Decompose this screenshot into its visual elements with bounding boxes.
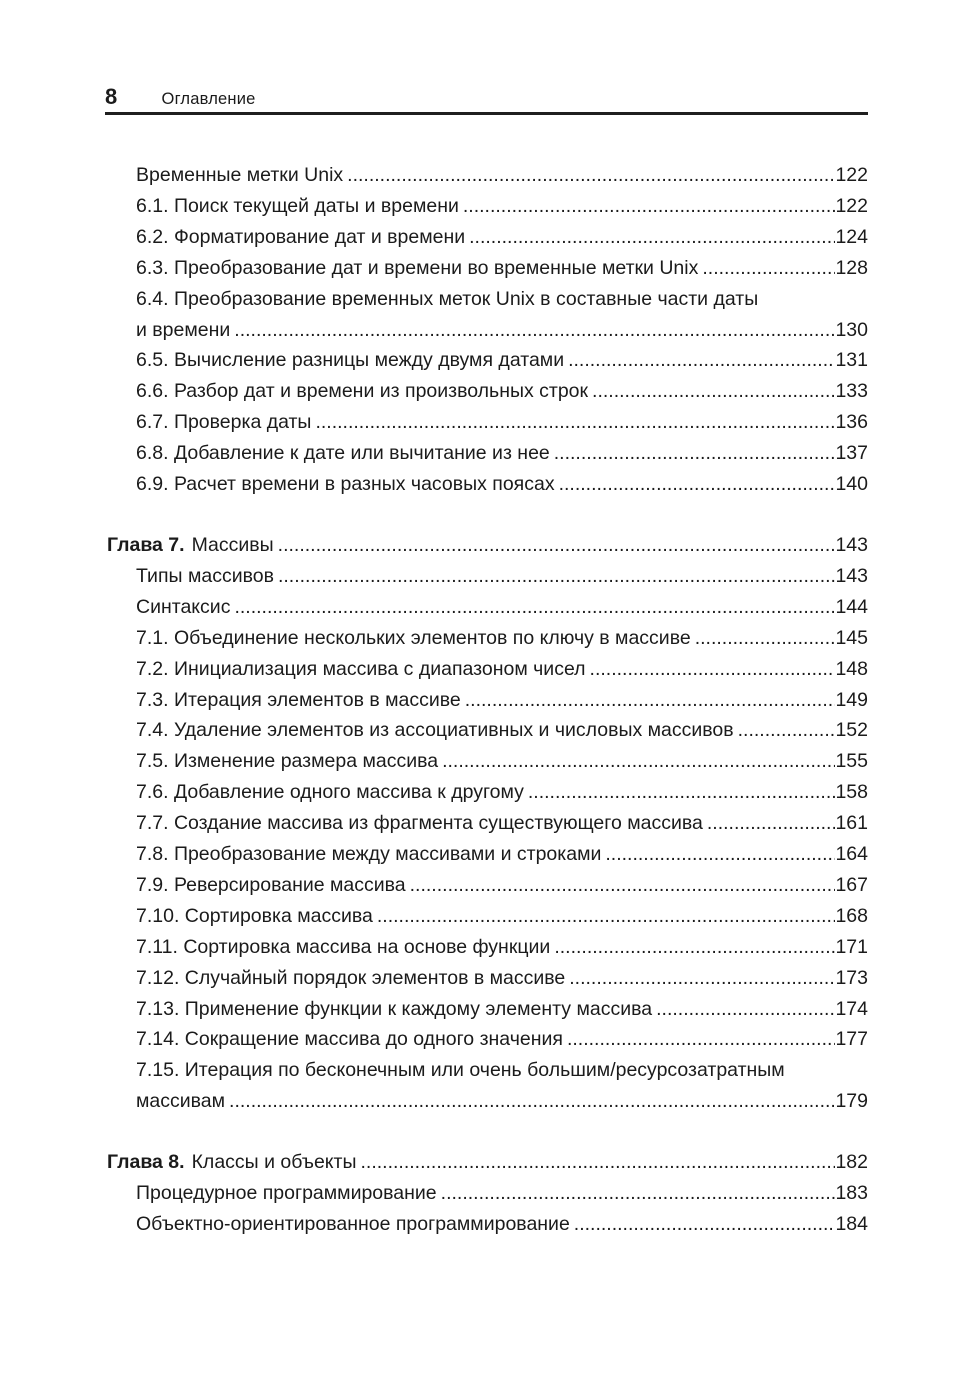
toc-leader-dots <box>554 932 835 963</box>
toc-page-number: 143 <box>835 564 868 587</box>
toc-leader-dots <box>361 1147 836 1178</box>
toc-entry-row <box>136 222 868 253</box>
toc-entry <box>107 407 868 438</box>
toc-entry <box>107 1024 868 1055</box>
toc-entry-title: 7.13. Применение функции к каждому элементу массива <box>136 997 653 1020</box>
toc-page-number: 124 <box>835 225 868 248</box>
toc-leader-dots <box>707 808 836 839</box>
toc-page-number: 183 <box>835 1182 868 1205</box>
toc-entry <box>107 284 868 346</box>
toc-entry <box>107 685 868 716</box>
toc-page-number: 171 <box>835 935 868 958</box>
toc-entry-row <box>136 160 868 191</box>
toc-entry-row <box>136 685 868 716</box>
toc-chapter-entry <box>107 530 868 561</box>
toc-entry-row <box>136 932 868 963</box>
toc-page-number: 137 <box>835 442 868 465</box>
toc-page-number: 158 <box>835 781 868 804</box>
toc-leader-dots <box>465 685 836 716</box>
toc-entry <box>107 777 868 808</box>
toc-leader-dots <box>278 530 836 561</box>
toc-entry-row <box>136 253 868 284</box>
toc-entry <box>107 160 868 191</box>
chapter-label: Глава 7. <box>107 533 185 556</box>
toc-entry-title: 7.8. Преобразование между массивами и строками <box>136 843 602 866</box>
toc-section <box>107 1147 868 1240</box>
toc-entry-title: 7.1. Объединение нескольких элементов по ключу в массиве <box>136 626 691 649</box>
toc-page-number: 122 <box>835 164 868 186</box>
toc-entry-row <box>136 469 868 500</box>
toc-entry <box>107 746 868 777</box>
toc-entry-title: 6.4. Преобразование временных меток Unix в составные части даты <box>136 287 759 310</box>
toc-entry-row <box>136 994 868 1025</box>
toc-page-number: 133 <box>835 380 868 403</box>
toc-page-number: 167 <box>835 873 868 896</box>
toc-page-number: 131 <box>835 349 868 372</box>
toc-page-number: 122 <box>835 194 868 217</box>
toc-leader-dots <box>554 438 836 469</box>
toc-leader-dots <box>592 376 835 407</box>
toc-entry-title: 6.7. Проверка даты <box>136 411 312 434</box>
toc-entry <box>107 715 868 746</box>
toc-page-number: 179 <box>835 1090 868 1113</box>
toc-entry-title: 7.7. Создание массива из фрагмента существующего массива <box>136 812 703 835</box>
toc-entry <box>107 253 868 284</box>
toc-page-number: 128 <box>835 256 868 279</box>
toc-entry <box>107 1209 868 1240</box>
toc-entry <box>107 870 868 901</box>
folio-page-number: 8 <box>105 84 118 109</box>
toc-entry-continuation-row <box>136 1086 868 1117</box>
toc-entry <box>107 561 868 592</box>
toc-page-number: 168 <box>835 904 868 927</box>
toc-entry-title: Синтаксис <box>136 595 231 618</box>
toc-entry-title: 7.5. Изменение размера массива <box>136 750 439 773</box>
toc-entry <box>107 376 868 407</box>
toc-entry-title-continuation: массивам <box>136 1090 226 1113</box>
toc-leader-dots <box>559 469 836 500</box>
toc-entry-title: Типы массивов <box>136 564 274 587</box>
toc-entry <box>107 191 868 222</box>
toc-page-number: 145 <box>835 626 868 649</box>
toc-entry <box>107 1178 868 1209</box>
toc-entry <box>107 592 868 623</box>
toc-entry-title-continuation: и времени <box>136 318 231 341</box>
toc-page-number: 130 <box>835 318 868 341</box>
toc-page-number: 149 <box>835 688 868 711</box>
toc-entry-row <box>136 345 868 376</box>
toc-entry <box>107 654 868 685</box>
toc-entry-title: 7.2. Инициализация массива с диапазоном чисел <box>136 657 586 680</box>
toc-entry-row <box>136 1209 868 1240</box>
toc-entry-title: 7.12. Случайный порядок элементов в массиве <box>136 966 566 989</box>
toc-page-number: 161 <box>835 812 868 835</box>
toc-page-number: 164 <box>835 843 868 866</box>
toc-page-number: 148 <box>835 657 868 680</box>
toc-page-number: 140 <box>835 473 868 496</box>
toc-leader-dots <box>569 963 835 994</box>
toc-entry <box>107 1055 868 1117</box>
toc-entry-title: 6.1. Поиск текущей даты и времени <box>136 194 459 217</box>
toc-entry-row <box>136 777 868 808</box>
toc-leader-dots <box>442 746 835 777</box>
toc-entry-title: Массивы <box>191 533 274 556</box>
toc-leader-dots <box>410 870 836 901</box>
toc-leader-dots <box>377 901 836 932</box>
toc-leader-dots <box>315 407 835 438</box>
toc-leader-dots <box>590 654 836 685</box>
toc-page-number: 136 <box>835 411 868 434</box>
toc-page-number: 152 <box>835 719 868 742</box>
toc-entry-row <box>136 746 868 777</box>
toc-entry <box>107 932 868 963</box>
toc <box>107 160 868 1240</box>
running-head-title: Оглавление <box>161 90 256 108</box>
toc-entry-title: 6.9. Расчет времени в разных часовых поясах <box>136 473 555 496</box>
toc-leader-dots <box>229 1086 835 1117</box>
toc-chapter-entry <box>107 1147 868 1178</box>
toc-entry-row <box>136 561 868 592</box>
toc-leader-dots <box>574 1209 836 1240</box>
toc-leader-dots <box>469 222 835 253</box>
toc-page-number: 155 <box>835 750 868 773</box>
toc-entry-title: Классы и объекты <box>191 1151 357 1174</box>
toc-entry <box>107 808 868 839</box>
toc-entry-row <box>136 623 868 654</box>
toc-leader-dots <box>738 715 836 746</box>
toc-entry-title: 7.4. Удаление элементов из ассоциативных и числовых массивов <box>136 719 734 742</box>
toc-entry-row <box>136 839 868 870</box>
toc-entry-row <box>136 715 868 746</box>
toc-entry-title: 6.6. Разбор дат и времени из произвольных строк <box>136 380 589 403</box>
toc-entry <box>107 839 868 870</box>
toc-entry <box>107 469 868 500</box>
toc-page-number: 182 <box>835 1151 868 1174</box>
toc-entry-title: 7.6. Добавление одного массива к другому <box>136 781 524 804</box>
toc-page-number: 174 <box>835 997 868 1020</box>
toc-section <box>107 530 868 1117</box>
toc-entry-title: 6.5. Вычисление разницы между двумя датами <box>136 349 565 372</box>
toc-entry-title: Объектно-ориентированное программирование <box>136 1213 570 1235</box>
toc-entry <box>107 345 868 376</box>
toc-entry-row <box>136 901 868 932</box>
toc-leader-dots <box>441 1178 836 1209</box>
toc-leader-dots <box>278 561 836 592</box>
toc-page-number: 143 <box>835 533 868 556</box>
toc-entry-title: 7.11. Сортировка массива на основе функции <box>136 935 551 958</box>
toc-entry-title: Процедурное программирование <box>136 1182 437 1205</box>
toc-entry-title: 7.3. Итерация элементов в массиве <box>136 688 461 711</box>
toc-leader-dots <box>656 994 835 1025</box>
toc-leader-dots <box>234 315 835 346</box>
toc-entry <box>107 623 868 654</box>
toc-entry-row <box>136 1178 868 1209</box>
toc-section <box>107 160 868 500</box>
toc-entry-title: 7.14. Сокращение массива до одного значения <box>136 1028 563 1051</box>
toc-entry-title: 7.9. Реверсирование массива <box>136 873 406 896</box>
page-header <box>105 84 868 110</box>
toc-entry-row <box>136 191 868 222</box>
toc-entry-row <box>136 407 868 438</box>
toc-page-number: 173 <box>835 966 868 989</box>
toc-page-number: 144 <box>835 595 868 618</box>
toc-entry-title: Временные метки Unix <box>136 164 344 186</box>
toc-entry-title: 7.15. Итерация по бесконечным или очень большим/ресурсозатратным <box>136 1059 785 1082</box>
toc-leader-dots <box>702 253 835 284</box>
toc-entry-row <box>136 654 868 685</box>
toc-entry-title: 6.3. Преобразование дат и времени во временные метки Unix <box>136 256 699 279</box>
toc-entry-row <box>136 438 868 469</box>
toc-entry-row <box>136 592 868 623</box>
chapter-label: Глава 8. <box>107 1151 185 1174</box>
toc-leader-dots <box>695 623 836 654</box>
toc-entry-row <box>136 870 868 901</box>
toc-leader-dots <box>567 1024 836 1055</box>
toc-entry-continuation-row <box>136 315 868 346</box>
toc-entry-row <box>136 376 868 407</box>
toc-entry <box>107 994 868 1025</box>
toc-leader-dots <box>347 160 835 191</box>
toc-entry-row <box>136 963 868 994</box>
toc-entry <box>107 963 868 994</box>
toc-entry-row <box>107 1147 868 1178</box>
toc-entry-row <box>136 1024 868 1055</box>
toc-entry <box>107 901 868 932</box>
toc-entry-title: 6.8. Добавление к дате или вычитание из нее <box>136 442 550 465</box>
toc-page-number: 177 <box>835 1028 868 1051</box>
toc-entry <box>107 222 868 253</box>
toc-page-number: 184 <box>835 1213 868 1235</box>
toc-entry-title: 6.2. Форматирование дат и времени <box>136 225 466 248</box>
toc-leader-dots <box>528 777 836 808</box>
toc-entry-title: 7.10. Сортировка массива <box>136 904 373 927</box>
toc-entry-row <box>107 530 868 561</box>
header-rule <box>105 112 868 115</box>
toc-entry <box>107 438 868 469</box>
toc-leader-dots <box>568 345 835 376</box>
toc-leader-dots <box>234 592 835 623</box>
toc-leader-dots <box>605 839 835 870</box>
toc-entry-row <box>136 808 868 839</box>
toc-leader-dots <box>463 191 836 222</box>
